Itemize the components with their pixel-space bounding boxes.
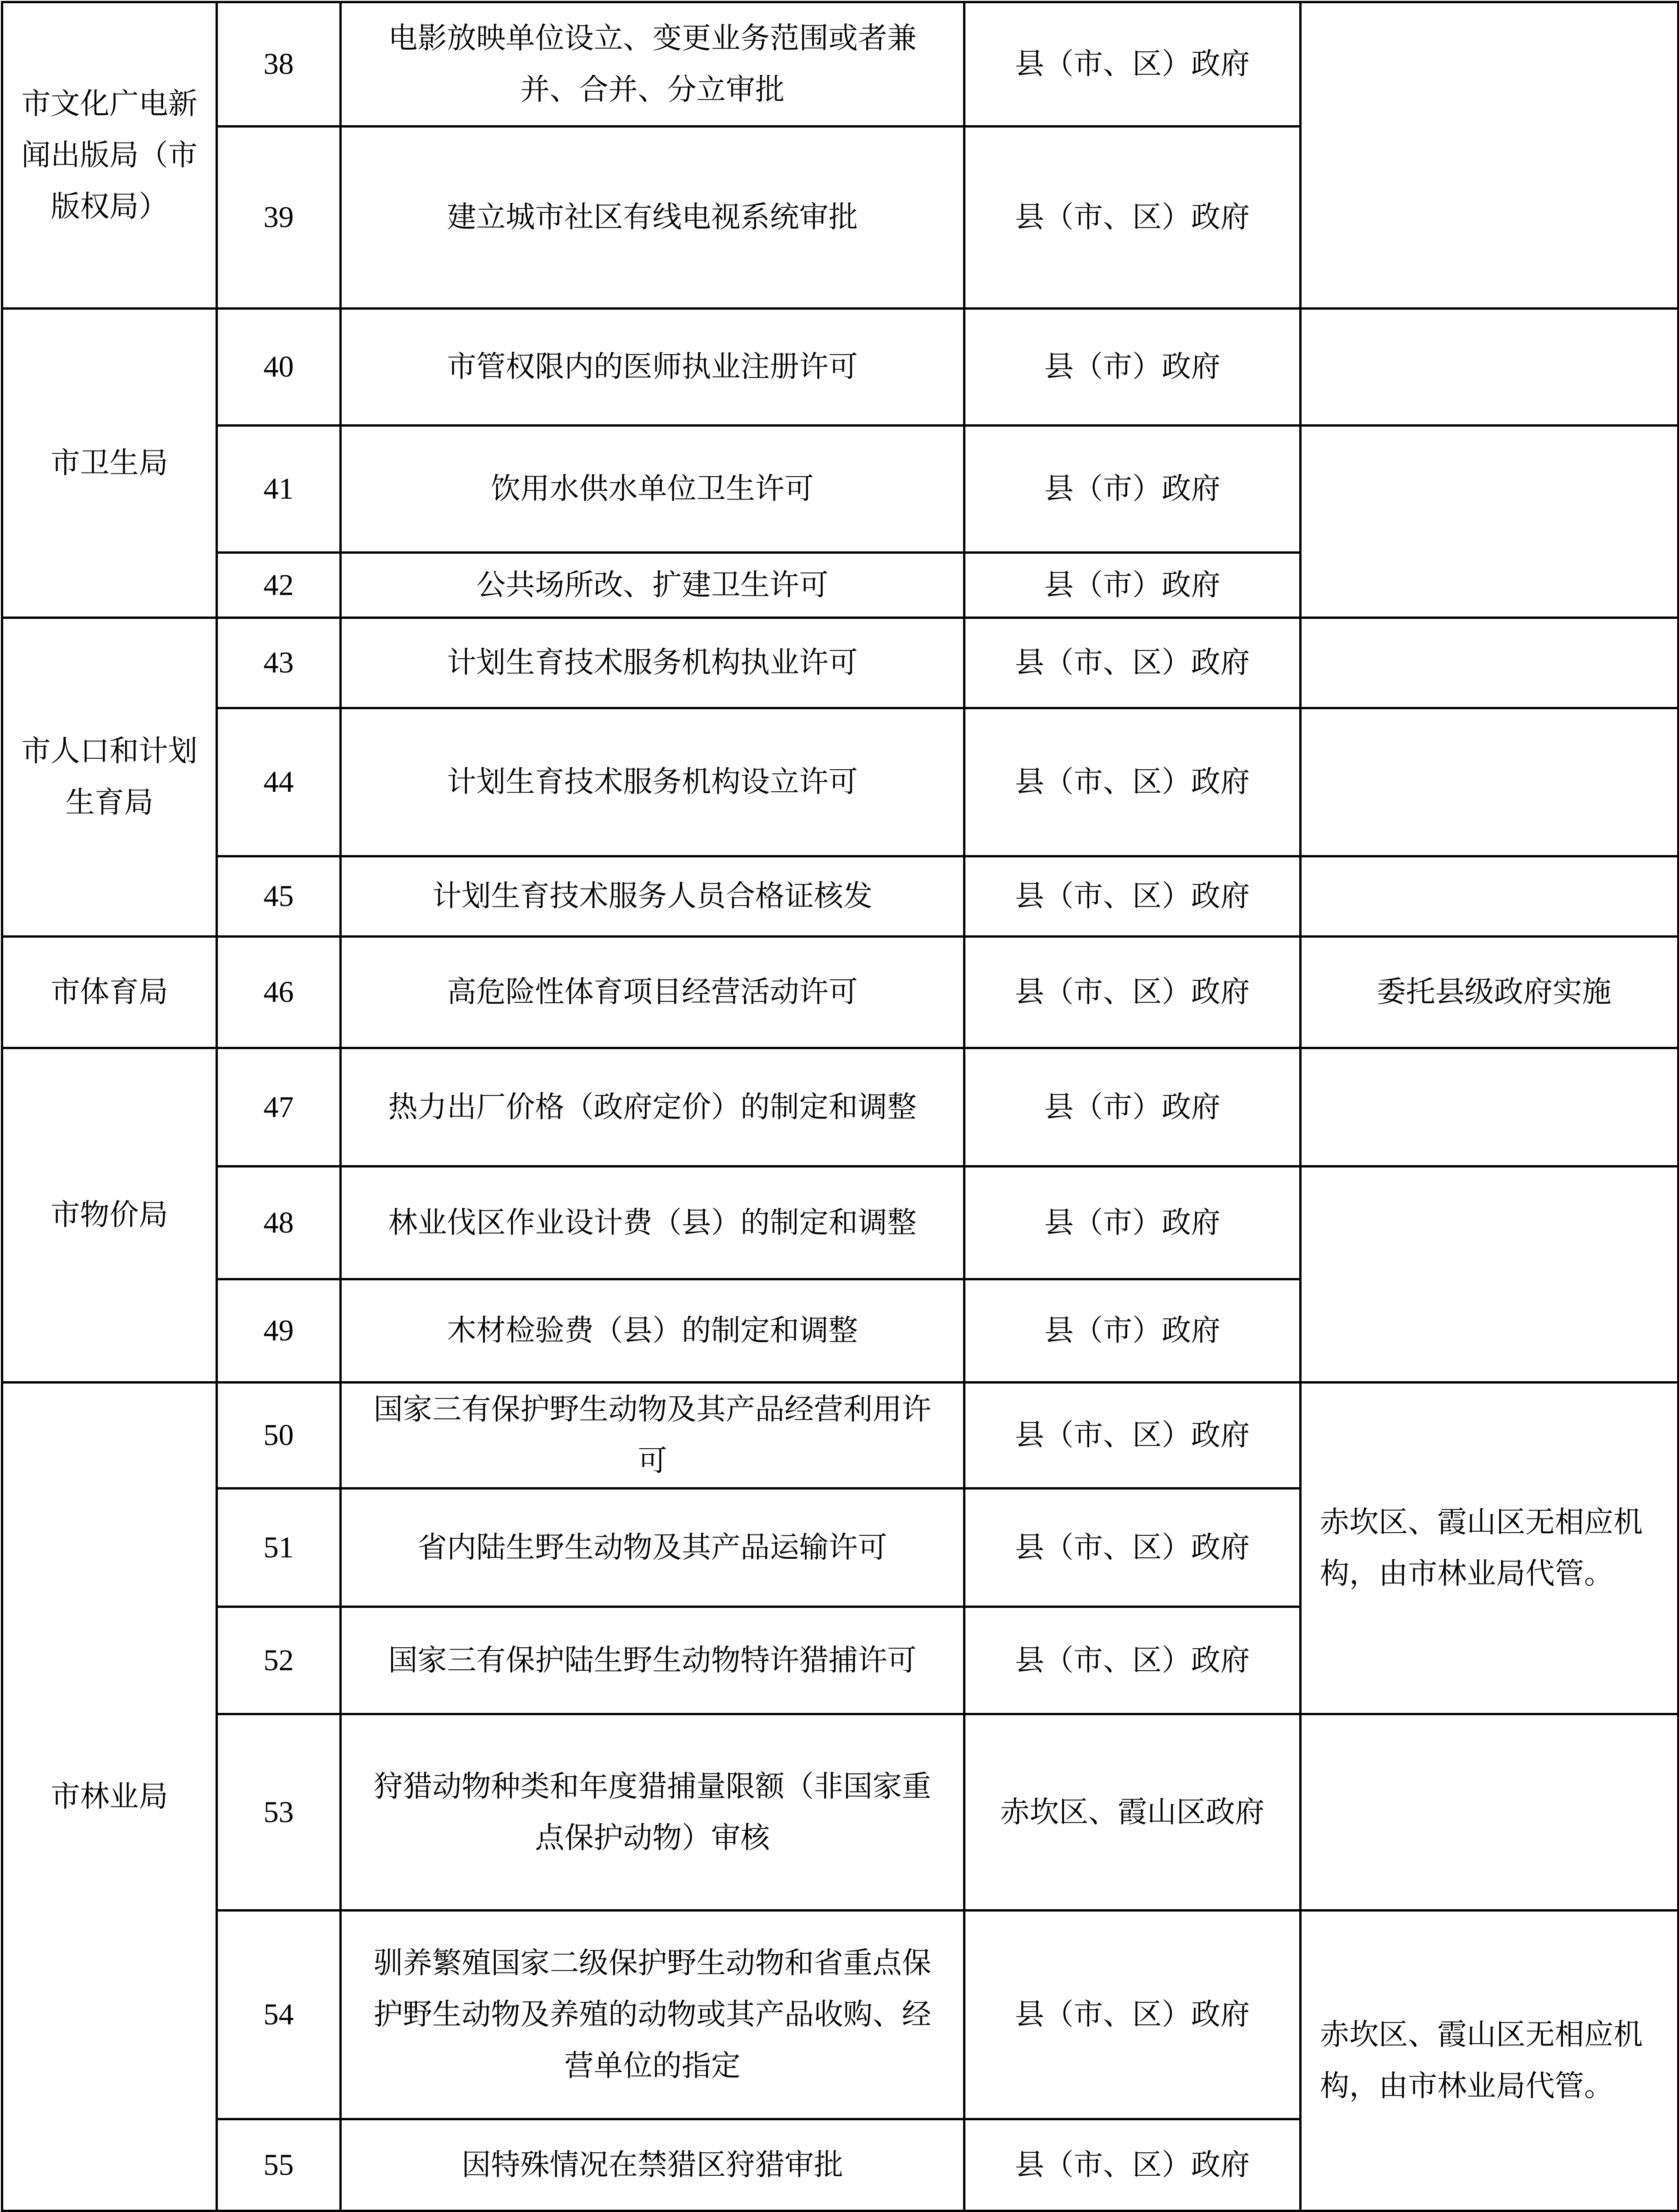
table-row — [2, 937, 1679, 1048]
item-name: 林业伐区作业设计费（县）的制定和调整 — [341, 1167, 964, 1279]
implementing-gov: 县（市）政府 — [964, 553, 1301, 618]
item-number: 44 — [217, 708, 341, 856]
item-name: 电影放映单位设立、变更业务范围或者兼并、合并、分立审批 — [341, 2, 964, 127]
item-name: 计划生育技术服务人员合格证核发 — [341, 856, 964, 937]
dept-cell: 市卫生局 — [2, 309, 217, 618]
table-row — [2, 1383, 1679, 1489]
implementing-gov: 县（市、区）政府 — [964, 1489, 1301, 1607]
implementing-gov: 县（市、区）政府 — [964, 2, 1301, 127]
item-number: 45 — [217, 856, 341, 937]
implementing-gov: 县（市）政府 — [964, 1048, 1301, 1167]
item-number: 42 — [217, 553, 341, 618]
item-name: 高危险性体育项目经营活动许可 — [341, 937, 964, 1048]
dept-cell: 市体育局 — [2, 937, 217, 1048]
note-cell — [1301, 856, 1679, 937]
note-cell — [1301, 309, 1679, 426]
item-number: 50 — [217, 1383, 341, 1489]
item-name: 省内陆生野生动物及其产品运输许可 — [341, 1489, 964, 1607]
implementing-gov: 县（市、区）政府 — [964, 708, 1301, 856]
table-row — [2, 1714, 1679, 1911]
item-number: 43 — [217, 618, 341, 708]
implementing-gov: 县（市）政府 — [964, 426, 1301, 553]
dept-cell: 市文化广电新闻出版局（市版权局） — [2, 2, 217, 309]
item-name: 计划生育技术服务机构设立许可 — [341, 708, 964, 856]
note-cell — [1301, 2, 1679, 309]
note-cell: 赤坎区、霞山区无相应机构，由市林业局代管。 — [1301, 1383, 1679, 1714]
item-number: 47 — [217, 1048, 341, 1167]
table-row — [2, 309, 1679, 426]
implementing-gov: 县（市、区）政府 — [964, 856, 1301, 937]
item-number: 40 — [217, 309, 341, 426]
item-number: 46 — [217, 937, 341, 1048]
implementing-gov: 县（市）政府 — [964, 1279, 1301, 1383]
approval-items-table — [1, 1, 1679, 2212]
item-number: 38 — [217, 2, 341, 127]
item-number: 52 — [217, 1607, 341, 1714]
note-cell — [1301, 1048, 1679, 1167]
implementing-gov: 县（市、区）政府 — [964, 127, 1301, 309]
dept-cell: 市物价局 — [2, 1048, 217, 1383]
implementing-gov: 县（市）政府 — [964, 309, 1301, 426]
item-name: 饮用水供水单位卫生许可 — [341, 426, 964, 553]
item-number: 53 — [217, 1714, 341, 1911]
note-cell — [1301, 618, 1679, 708]
table-row — [2, 1048, 1679, 1167]
item-number: 39 — [217, 127, 341, 309]
table-row — [2, 708, 1679, 856]
note-cell: 赤坎区、霞山区无相应机构，由市林业局代管。 — [1301, 1911, 1679, 2211]
note-cell — [1301, 1167, 1679, 1383]
item-number: 41 — [217, 426, 341, 553]
table-row — [2, 1167, 1679, 1279]
item-name: 因特殊情况在禁猎区狩猎审批 — [341, 2119, 964, 2211]
implementing-gov: 县（市、区）政府 — [964, 1911, 1301, 2119]
table-row — [2, 1911, 1679, 2119]
note-cell — [1301, 426, 1679, 618]
implementing-gov: 县（市、区）政府 — [964, 937, 1301, 1048]
implementing-gov: 县（市、区）政府 — [964, 1383, 1301, 1489]
item-name: 国家三有保护野生动物及其产品经营利用许可 — [341, 1383, 964, 1489]
item-number: 55 — [217, 2119, 341, 2211]
table-row — [2, 618, 1679, 708]
implementing-gov: 县（市）政府 — [964, 1167, 1301, 1279]
item-number: 49 — [217, 1279, 341, 1383]
item-name: 建立城市社区有线电视系统审批 — [341, 127, 964, 309]
note-cell — [1301, 1714, 1679, 1911]
item-name: 公共场所改、扩建卫生许可 — [341, 553, 964, 618]
item-number: 51 — [217, 1489, 341, 1607]
table-row — [2, 2, 1679, 127]
note-cell: 委托县级政府实施 — [1301, 937, 1679, 1048]
item-number: 48 — [217, 1167, 341, 1279]
implementing-gov: 赤坎区、霞山区政府 — [964, 1714, 1301, 1911]
table-row — [2, 426, 1679, 553]
item-name: 狩猎动物种类和年度猎捕量限额（非国家重点保护动物）审核 — [341, 1714, 964, 1911]
item-name: 热力出厂价格（政府定价）的制定和调整 — [341, 1048, 964, 1167]
implementing-gov: 县（市、区）政府 — [964, 618, 1301, 708]
item-name: 驯养繁殖国家二级保护野生动物和省重点保护野生动物及养殖的动物或其产品收购、经营单位的指定 — [341, 1911, 964, 2119]
implementing-gov: 县（市、区）政府 — [964, 2119, 1301, 2211]
item-name: 国家三有保护陆生野生动物特许猎捕许可 — [341, 1607, 964, 1714]
dept-cell: 市人口和计划生育局 — [2, 618, 217, 937]
implementing-gov: 县（市、区）政府 — [964, 1607, 1301, 1714]
item-name: 木材检验费（县）的制定和调整 — [341, 1279, 964, 1383]
item-name: 市管权限内的医师执业注册许可 — [341, 309, 964, 426]
item-name: 计划生育技术服务机构执业许可 — [341, 618, 964, 708]
item-number: 54 — [217, 1911, 341, 2119]
note-cell — [1301, 708, 1679, 856]
table-row — [2, 856, 1679, 937]
dept-cell: 市林业局 — [2, 1383, 217, 2211]
